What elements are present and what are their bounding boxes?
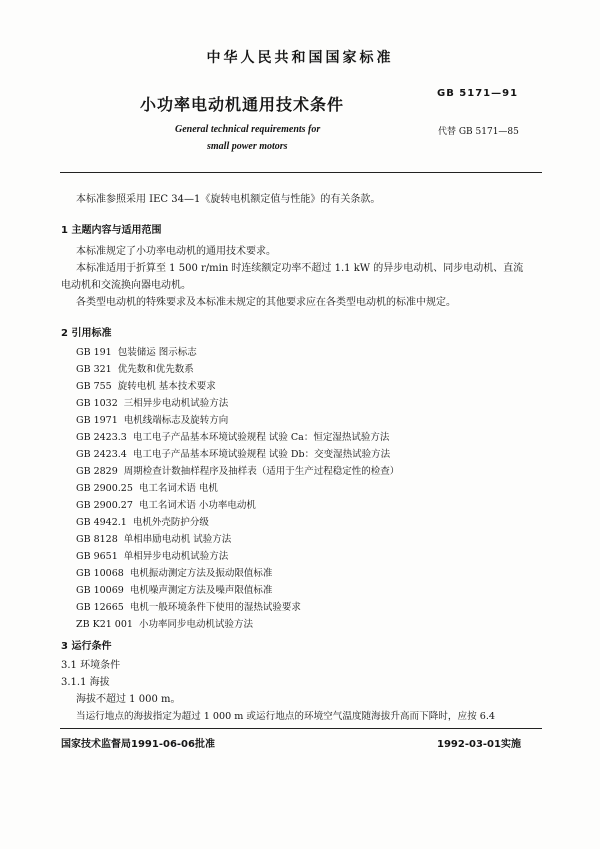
replaces-standard: 代替 GB 5171—85 xyxy=(438,127,519,137)
reference-title: 电工电子产品基本环境试验规程 试验 Db：交变湿热试验方法 xyxy=(132,449,391,460)
reference-code: GB 2900.25 xyxy=(76,483,133,494)
national-standard-header: 中华人民共和国国家标准 xyxy=(206,50,394,66)
reference-item xyxy=(76,497,256,511)
reference-title: 电机一般环境条件下使用的湿热试验要求 xyxy=(129,602,301,613)
reference-title: 电机外壳防护分级 xyxy=(132,517,209,528)
reference-title: 电工名词术语 电机 xyxy=(138,483,218,494)
reference-title: 优先数和优先数系 xyxy=(117,364,194,375)
reference-item xyxy=(76,514,209,528)
reference-item xyxy=(76,446,390,460)
reference-code: GB 1032 xyxy=(76,398,118,409)
reference-title: 包装储运 图示标志 xyxy=(117,347,197,358)
reference-code: GB 10068 xyxy=(76,568,124,579)
header-divider xyxy=(60,172,542,173)
reference-item xyxy=(76,378,216,392)
reference-item xyxy=(76,412,228,426)
altitude-condition-paragraph: 当运行地点的海拔指定为超过 1 000 m 或运行地点的环境空气温度随海拔升高而下降时，应按 6.4 xyxy=(76,711,495,722)
section-3-1-1-heading: 3.1.1 海拔 xyxy=(61,677,110,688)
reference-item xyxy=(76,599,301,613)
section-1-paragraph-2-line-1: 本标准适用于折算至 1 500 r/min 时连续额定功率不超过 1.1 kW 的异步电动机、同步电动机、直流 xyxy=(76,263,524,274)
reference-code: GB 10069 xyxy=(76,585,124,596)
reference-code: GB 191 xyxy=(76,347,112,358)
reference-title: 单相异步电动机试验方法 xyxy=(123,551,229,562)
reference-item xyxy=(76,531,231,545)
section-1-paragraph-1: 本标准规定了小功率电动机的通用技术要求。 xyxy=(76,246,276,257)
reference-code: GB 755 xyxy=(76,381,112,392)
reference-title: 单相串励电动机 试验方法 xyxy=(123,534,232,545)
standard-code: GB 5171—91 xyxy=(437,88,519,99)
reference-code: GB 2900.27 xyxy=(76,500,133,511)
reference-title: 电机振动测定方法及振动限值标准 xyxy=(129,568,273,579)
reference-code: GB 2423.3 xyxy=(76,432,127,443)
reference-code: GB 2829 xyxy=(76,466,118,477)
approval-statement: 国家技术监督局1991-06-06批准 xyxy=(61,739,215,750)
reference-code: GB 9651 xyxy=(76,551,118,562)
reference-title: 电工电子产品基本环境试验规程 试验 Ca：恒定湿热试验方法 xyxy=(132,432,390,443)
english-title-line-1: General technical requirements for xyxy=(175,124,321,135)
reference-code: GB 1971 xyxy=(76,415,118,426)
reference-title: 小功率同步电动机试验方法 xyxy=(138,619,253,630)
reference-code: GB 321 xyxy=(76,364,112,375)
effective-date: 1992-03-01实施 xyxy=(437,739,521,750)
reference-code: ZB K21 001 xyxy=(76,619,133,630)
reference-item xyxy=(76,429,389,443)
standard-title: 小功率电动机通用技术条件 xyxy=(140,95,345,114)
section-3-heading: 3 运行条件 xyxy=(61,641,112,652)
section-2-heading: 2 引用标准 xyxy=(61,328,112,339)
reference-title: 电工名词术语 小功率电动机 xyxy=(138,500,256,511)
intro-paragraph: 本标准参照采用 IEC 34—1《旋转电机额定值与性能》的有关条款。 xyxy=(76,194,381,205)
reference-item xyxy=(76,344,197,358)
reference-title: 周期检查计数抽样程序及抽样表（适用于生产过程稳定性的检查） xyxy=(123,466,400,477)
reference-item xyxy=(76,480,218,494)
english-title-line-2: small power motors xyxy=(207,141,288,152)
reference-code: GB 4942.1 xyxy=(76,517,127,528)
section-1-paragraph-3: 各类型电动机的特殊要求及本标准未规定的其他要求应在各类型电动机的标准中规定。 xyxy=(76,297,456,308)
reference-item xyxy=(76,565,272,579)
reference-item xyxy=(76,616,253,630)
footer-divider xyxy=(60,728,542,729)
reference-title: 电机噪声测定方法及噪声限值标准 xyxy=(129,585,273,596)
section-3-1-heading: 3.1 环境条件 xyxy=(61,660,121,671)
section-1-paragraph-2-line-2: 电动机和交流换向器电动机。 xyxy=(61,280,191,291)
reference-item xyxy=(76,395,228,409)
reference-code: GB 12665 xyxy=(76,602,124,613)
reference-item xyxy=(76,548,228,562)
reference-item xyxy=(76,361,194,375)
reference-code: GB 8128 xyxy=(76,534,118,545)
reference-item xyxy=(76,582,272,596)
reference-title: 旋转电机 基本技术要求 xyxy=(117,381,216,392)
reference-title: 三相异步电动机试验方法 xyxy=(123,398,229,409)
altitude-paragraph: 海拔不超过 1 000 m。 xyxy=(76,694,181,705)
reference-title: 电机线端标志及旋转方向 xyxy=(123,415,229,426)
section-1-heading: 1 主题内容与适用范围 xyxy=(61,225,162,236)
reference-item xyxy=(76,463,399,477)
reference-code: GB 2423.4 xyxy=(76,449,127,460)
